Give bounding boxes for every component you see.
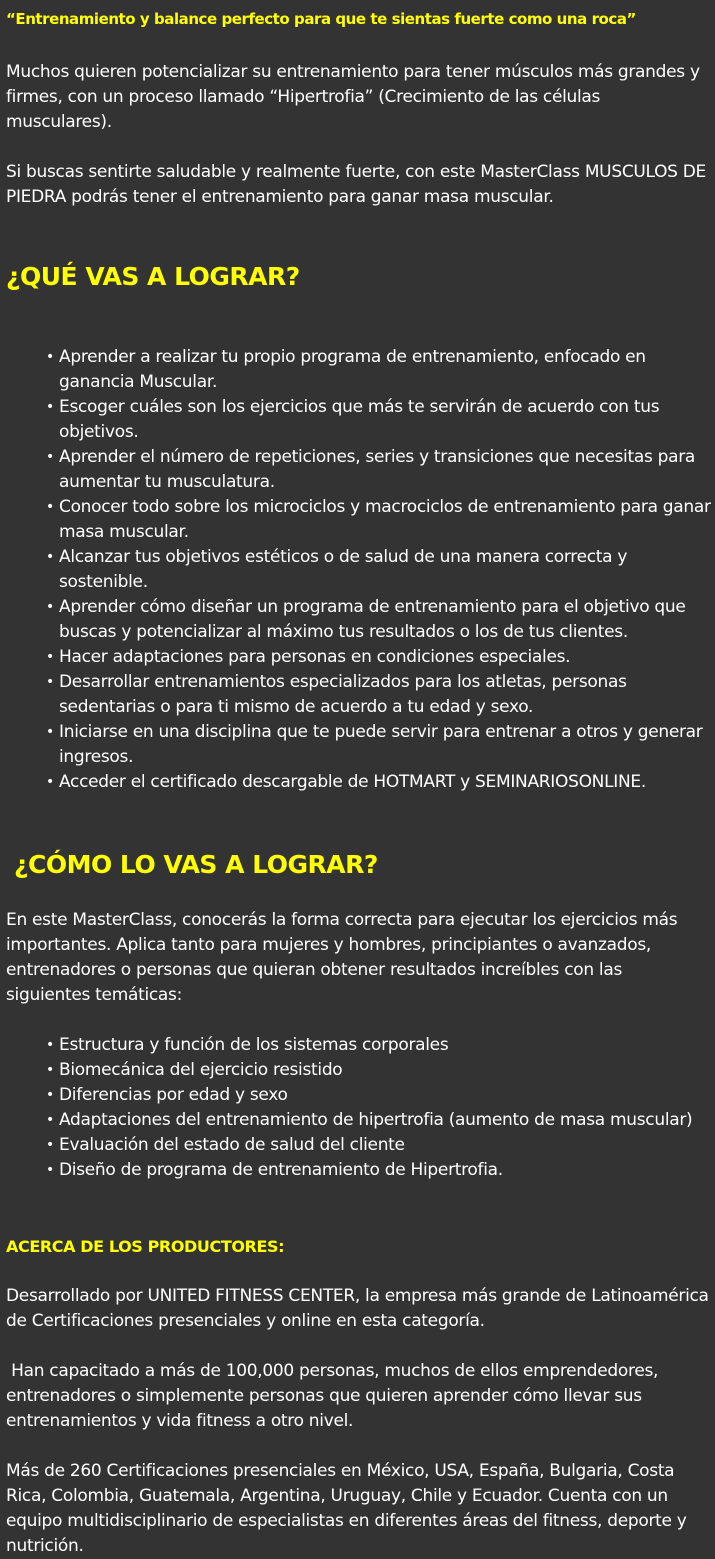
como-paragraph: En este MasterClass, conocerás la forma correcta para ejecutar los ejercicios más importantes. Aplica tanto para mujeres y hombres, principiantes o avanzados, entrenadores o personas que quieran obtener resultados increíbles con las siguientes temáticas: (6, 910, 678, 1005)
bullet-icon: • (46, 599, 54, 615)
list-item (46, 545, 715, 595)
bullet-icon: • (46, 549, 54, 565)
bullet-icon: • (46, 399, 54, 415)
list-item (46, 1133, 715, 1158)
bullet-icon: • (46, 774, 54, 790)
list-item (46, 395, 715, 445)
list-item (46, 770, 715, 795)
list-item-text: Diseño de programa de entrenamiento de Hipertrofia. (59, 1160, 503, 1180)
section-title-acerca: ACERCA DE LOS PRODUCTORES: (6, 1237, 285, 1256)
list-item (46, 595, 715, 645)
bullet-icon: • (46, 1087, 54, 1103)
intro-paragraph-1: Muchos quieren potencializar su entrenamiento para tener músculos más grandes y firmes, con un proceso llamado “Hipertrofia” (Crecimiento de las células musculares). (6, 62, 700, 132)
bullet-icon: • (46, 349, 54, 365)
section-title-como-lo-vas-a-lograr: ¿CÓMO LO VAS A LOGRAR? (14, 850, 378, 879)
list-item (46, 670, 715, 720)
bullet-icon: • (46, 1037, 54, 1053)
list-item-text: Biomecánica del ejercicio resistido (59, 1060, 343, 1080)
list-item (46, 1058, 715, 1083)
list-item-text: Conocer todo sobre los microciclos y macrociclos de entrenamiento para ganar masa muscular. (59, 497, 711, 542)
list-item-text: Alcanzar tus objetivos estéticos o de salud de una manera correcta y sostenible. (59, 547, 628, 592)
bullet-icon: • (46, 674, 54, 690)
topics-list (46, 1033, 715, 1183)
list-item-text: Adaptaciones del entrenamiento de hipertrofia (aumento de masa muscular) (59, 1110, 693, 1130)
intro-paragraph-2: Si buscas sentirte saludable y realmente fuerte, con este MasterClass MUSCULOS DE PIEDRA podrás tener el entrenamiento para ganar masa muscular. (6, 162, 707, 207)
list-item-text: Evaluación del estado de salud del cliente (59, 1135, 405, 1155)
bullet-icon: • (46, 1062, 54, 1078)
list-item-text: Aprender el número de repeticiones, series y transiciones que necesitas para aumentar tu musculatura. (59, 447, 696, 492)
list-item-text: Diferencias por edad y sexo (59, 1085, 288, 1105)
section-title-que-vas-a-lograr: ¿QUÉ VAS A LOGRAR? (6, 262, 300, 291)
bullet-icon: • (46, 449, 54, 465)
list-item (46, 445, 715, 495)
list-item-text: Aprender cómo diseñar un programa de entrenamiento para el objetivo que buscas y potencializar al máximo tus resultados o los de tus clientes. (59, 597, 686, 642)
list-item (46, 720, 715, 770)
tagline: “Entrenamiento y balance perfecto para que te sientas fuerte como una roca” (6, 10, 636, 28)
list-item-text: Desarrollar entrenamientos especializados para los atletas, personas sedentarias o para ti mismo de acuerdo a tu edad y sexo. (59, 672, 627, 717)
acerca-paragraph-3: Más de 260 Certificaciones presenciales en México, USA, España, Bulgaria, Costa Rica, Colombia, Guatemala, Argentina, Uruguay, Chile y Ecuador. Cuenta con un equipo multidisciplinario de especialistas en diferentes áreas del fitness, deporte y nutrición. (6, 1461, 687, 1556)
list-item (46, 645, 715, 670)
list-item-text: Escoger cuáles son los ejercicios que más te servirán de acuerdo con tus objetivos. (59, 397, 660, 442)
goals-list (46, 345, 715, 795)
bullet-icon: • (46, 499, 54, 515)
list-item-text: Hacer adaptaciones para personas en condiciones especiales. (59, 647, 571, 667)
bullet-icon: • (46, 724, 54, 740)
list-item-text: Estructura y función de los sistemas corporales (59, 1035, 449, 1055)
list-item (46, 1108, 715, 1133)
list-item (46, 1083, 715, 1108)
acerca-paragraph-1: Desarrollado por UNITED FITNESS CENTER, la empresa más grande de Latinoamérica de Certificaciones presenciales y online en esta categoría. (6, 1286, 709, 1331)
bullet-icon: • (46, 1137, 54, 1153)
bullet-icon: • (46, 1162, 54, 1178)
bullet-icon: • (46, 649, 54, 665)
list-item (46, 1033, 715, 1058)
list-item-text: Iniciarse en una disciplina que te puede servir para entrenar a otros y generar ingresos. (59, 722, 703, 767)
list-item-text: Acceder el certificado descargable de HOTMART y SEMINARIOSONLINE. (59, 772, 646, 792)
list-item (46, 345, 715, 395)
list-item (46, 495, 715, 545)
list-item (46, 1158, 715, 1183)
bullet-icon: • (46, 1112, 54, 1128)
list-item-text: Aprender a realizar tu propio programa de entrenamiento, enfocado en ganancia Muscular. (59, 347, 646, 392)
acerca-paragraph-2: Han capacitado a más de 100,000 personas, muchos de ellos emprendedores, entrenadores o simplemente personas que quieren aprender cómo llevar sus entrenamientos y vida fitness a otro nivel. (6, 1361, 664, 1431)
